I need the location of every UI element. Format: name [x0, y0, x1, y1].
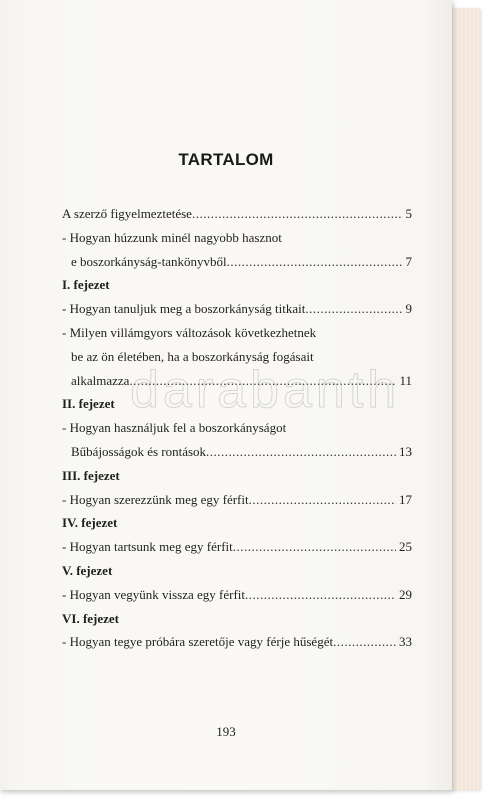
toc-entry-label: alkalmazza [71, 372, 130, 388]
toc-chapter-heading [62, 563, 412, 587]
toc-page-number: 5 [405, 206, 412, 221]
toc-entry-label: I. fejezet [62, 277, 110, 293]
dot-leader [192, 206, 403, 222]
toc-entry [62, 301, 412, 325]
toc-entry [62, 420, 412, 444]
toc-entry [62, 539, 412, 563]
toc-entry [62, 587, 412, 611]
toc-entry [62, 325, 412, 349]
watermark-text: darabanth [130, 361, 401, 419]
toc-entry-label: - Hogyan szerezzünk meg egy férfit [62, 491, 249, 507]
toc-page-number: 29 [399, 586, 412, 602]
toc-page-number: 11 [399, 372, 412, 388]
toc-page-number: 7 [405, 253, 412, 269]
toc-entry-label: VI. fejezet [62, 610, 120, 626]
page-number: 193 [216, 724, 236, 739]
toc-entry-label: - Hogyan használjuk fel a boszorkányságot [62, 420, 287, 436]
toc-entry-label: - Hogyan húzzunk minél nagyobb hasznot [62, 229, 282, 245]
dot-leader [233, 539, 396, 555]
toc-entry-label: II. fejezet [62, 396, 115, 412]
dot-leader [227, 254, 403, 270]
dot-leader [245, 587, 396, 603]
dot-leader [249, 492, 396, 508]
dot-leader [129, 373, 396, 389]
toc-entry-label: - Hogyan tartsunk meg egy férfit [62, 539, 233, 555]
dot-leader [206, 444, 396, 460]
toc-entry-label: - Milyen villámgyors változások következhetnek [62, 324, 317, 340]
toc-entry [62, 444, 412, 468]
toc-entry [62, 349, 412, 373]
toc-chapter-heading [62, 611, 412, 635]
toc-page-number: 33 [399, 634, 412, 650]
toc-entry [62, 373, 412, 397]
toc-entry-label: - Hogyan vegyünk vissza egy férfit [62, 586, 246, 602]
page-edge [450, 8, 480, 790]
toc-chapter-heading [62, 396, 412, 420]
toc-page-number: 13 [399, 443, 412, 459]
page-title: TARTALOM [178, 150, 274, 169]
toc-entry-label: A szerző figyelmeztetése [62, 206, 192, 221]
toc-entry [62, 492, 412, 516]
toc-entry [62, 230, 412, 254]
toc-entry-label: III. fejezet [62, 467, 120, 483]
toc-page-number: 17 [399, 491, 412, 507]
toc-page-number: 25 [399, 539, 412, 555]
toc-page-number: 9 [405, 301, 412, 317]
toc-entry [62, 634, 412, 658]
toc-entry-label: be az ön életében, ha a boszorkányság fogásait [71, 348, 314, 364]
toc-chapter-heading [62, 277, 412, 301]
table-of-contents [62, 206, 412, 658]
toc-entry-label: e boszorkányság-tankönyvből [71, 253, 227, 269]
toc-chapter-heading [62, 515, 412, 539]
toc-entry-label: - Hogyan tanuljuk meg a boszorkányság titkait [62, 301, 306, 317]
toc-chapter-heading [62, 468, 412, 492]
toc-entry-label: Bűbájosságok és rontások [71, 443, 207, 459]
toc-entry-label: - Hogyan tegye próbára szeretője vagy férje hűségét [62, 634, 334, 650]
toc-entry-label: IV. fejezet [62, 515, 118, 531]
dot-leader [333, 634, 396, 650]
toc-entry [62, 206, 412, 230]
toc-entry [62, 254, 412, 278]
dot-leader [305, 301, 402, 317]
toc-entry-label: V. fejezet [62, 562, 113, 578]
